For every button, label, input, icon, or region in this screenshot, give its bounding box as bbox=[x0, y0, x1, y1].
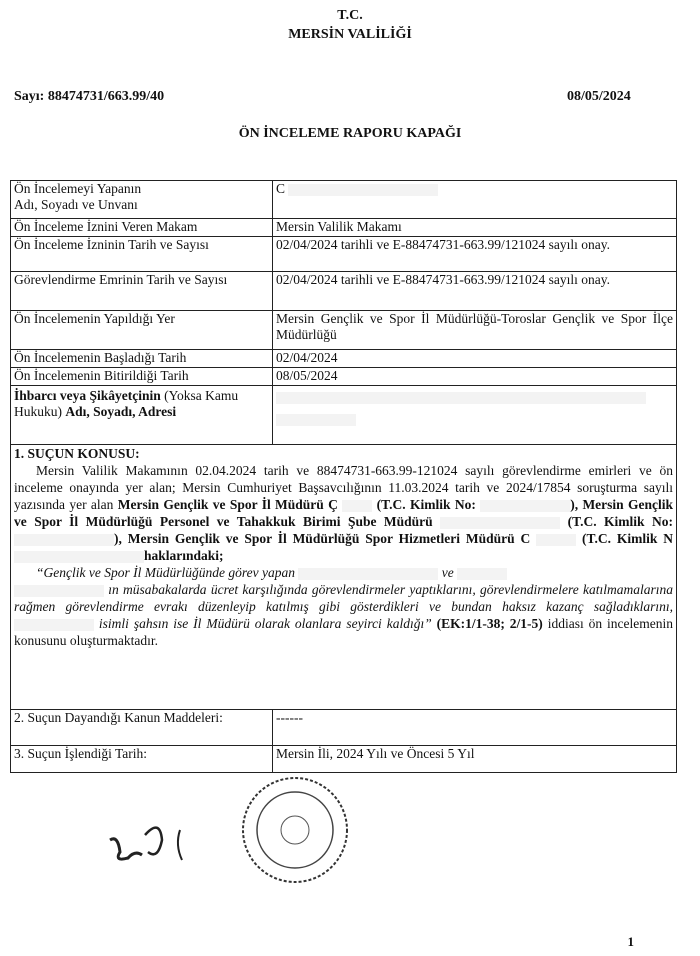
redaction bbox=[288, 184, 438, 196]
row-value: Mersin Valilik Makamı bbox=[273, 219, 677, 236]
table-row bbox=[11, 386, 677, 445]
row-value: Mersin İli, 2024 Yılı ve Öncesi 5 Yıl bbox=[273, 746, 677, 772]
row-value: 02/04/2024 bbox=[273, 350, 677, 367]
row-value: ------ bbox=[273, 710, 677, 745]
report-table bbox=[10, 180, 677, 773]
section-1-body bbox=[11, 445, 677, 709]
row-label: Ön İncelemeyi Yapanın Adı, Soyadı ve Unvanı bbox=[11, 181, 273, 218]
sayi-label: Sayı: 88474731/663.99/40 bbox=[14, 89, 165, 104]
table-row bbox=[11, 219, 677, 237]
row-value: C bbox=[273, 181, 677, 218]
row-label: Ön İnceleme İzninin Tarih ve Sayısı bbox=[11, 237, 273, 271]
section-1-heading: 1. SUÇUN KONUSU: bbox=[14, 446, 140, 461]
signature bbox=[100, 800, 210, 880]
row-value: 02/04/2024 tarihli ve E-88474731-663.99/121024 sayılı onay. bbox=[273, 272, 677, 310]
redaction bbox=[276, 414, 356, 426]
section-1-text: Mersin Valilik Makamının 02.04.2024 tarih ve 88474731-663.99-121024 sayılı görevlendirme emirleri ve ön inceleme onayında yer alan; Mersin Cumhuriyet Başsavcılığının 11.03.2024 tarih ve 2024/17854 soruşturma sayılı yazısında yer alan Mersin Gençlik ve Spor İl Müdürü Ç (T.C. Kimlik No: ), Mersin Gençlik ve Spor İl Müdürlüğü Personel ve Tahakkuk Birimi Şube Müdürü (T.C. Kimlik No: ), Mersin Gençlik ve Spor İl Müdürlüğü Spor Hizmetleri Müdürü C (T.C. Kimlik N haklarındaki; bbox=[14, 463, 674, 563]
row-label: Ön İncelemenin Başladığı Tarih bbox=[11, 350, 273, 367]
table-row bbox=[11, 710, 677, 746]
table-row bbox=[11, 181, 677, 219]
report-title: ÖN İNCELEME RAPORU KAPAĞI bbox=[238, 126, 462, 141]
quoted-allegation-cont: ın müsabakalarda ücret karşılığında görevlendirmeler yaptıklarını, görevlendirmelere katılmamalarına rağmen görevlendirme evrakı düzenleyip katılmış gibi gösterdikleri ve bundan haksız kazanç sağladıklarını, isimli şahsın ise İl Müdürü olarak olanlara seyirci kaldığı” (EK:1/1-38; 2/1-5) iddiası ön incelemenin konusunu oluşturmaktadır. bbox=[14, 582, 674, 648]
table-row bbox=[11, 368, 677, 386]
row-label: 3. Suçun İşlendiği Tarih: bbox=[11, 746, 273, 772]
row-label: Ön İnceleme İznini Veren Makam bbox=[11, 219, 273, 236]
redaction bbox=[276, 392, 646, 404]
row-value bbox=[273, 386, 677, 444]
row-value: Mersin Gençlik ve Spor İl Müdürlüğü-Toroslar Gençlik ve Spor İlçe Müdürlüğü bbox=[273, 311, 677, 349]
official-seal-icon bbox=[235, 770, 355, 890]
header-valilik: MERSİN VALİLİĞİ bbox=[288, 27, 412, 42]
row-label: Ön İncelemenin Yapıldığı Yer bbox=[11, 311, 273, 349]
section-1 bbox=[11, 445, 677, 710]
page-number: 1 bbox=[627, 934, 634, 949]
row-label: İhbarcı veya Şikâyetçinin (Yoksa Kamu Hukuku) Adı, Soyadı, Adresi bbox=[11, 386, 273, 444]
row-label: Görevlendirme Emrinin Tarih ve Sayısı bbox=[11, 272, 273, 310]
table-row bbox=[11, 237, 677, 272]
quoted-allegation: “Gençlik ve Spor İl Müdürlüğünde görev yapan ve bbox=[14, 564, 673, 581]
table-row bbox=[11, 311, 677, 350]
row-label: Ön İncelemenin Bitirildiği Tarih bbox=[11, 368, 273, 385]
document-date: 08/05/2024 bbox=[567, 89, 631, 104]
row-label: 2. Suçun Dayandığı Kanun Maddeleri: bbox=[11, 710, 273, 745]
table-row bbox=[11, 350, 677, 368]
row-value: 02/04/2024 tarihli ve E-88474731-663.99/121024 sayılı onay. bbox=[273, 237, 677, 271]
table-row bbox=[11, 746, 677, 773]
row-value: 08/05/2024 bbox=[273, 368, 677, 385]
table-row bbox=[11, 272, 677, 311]
header-tc: T.C. bbox=[337, 8, 363, 23]
